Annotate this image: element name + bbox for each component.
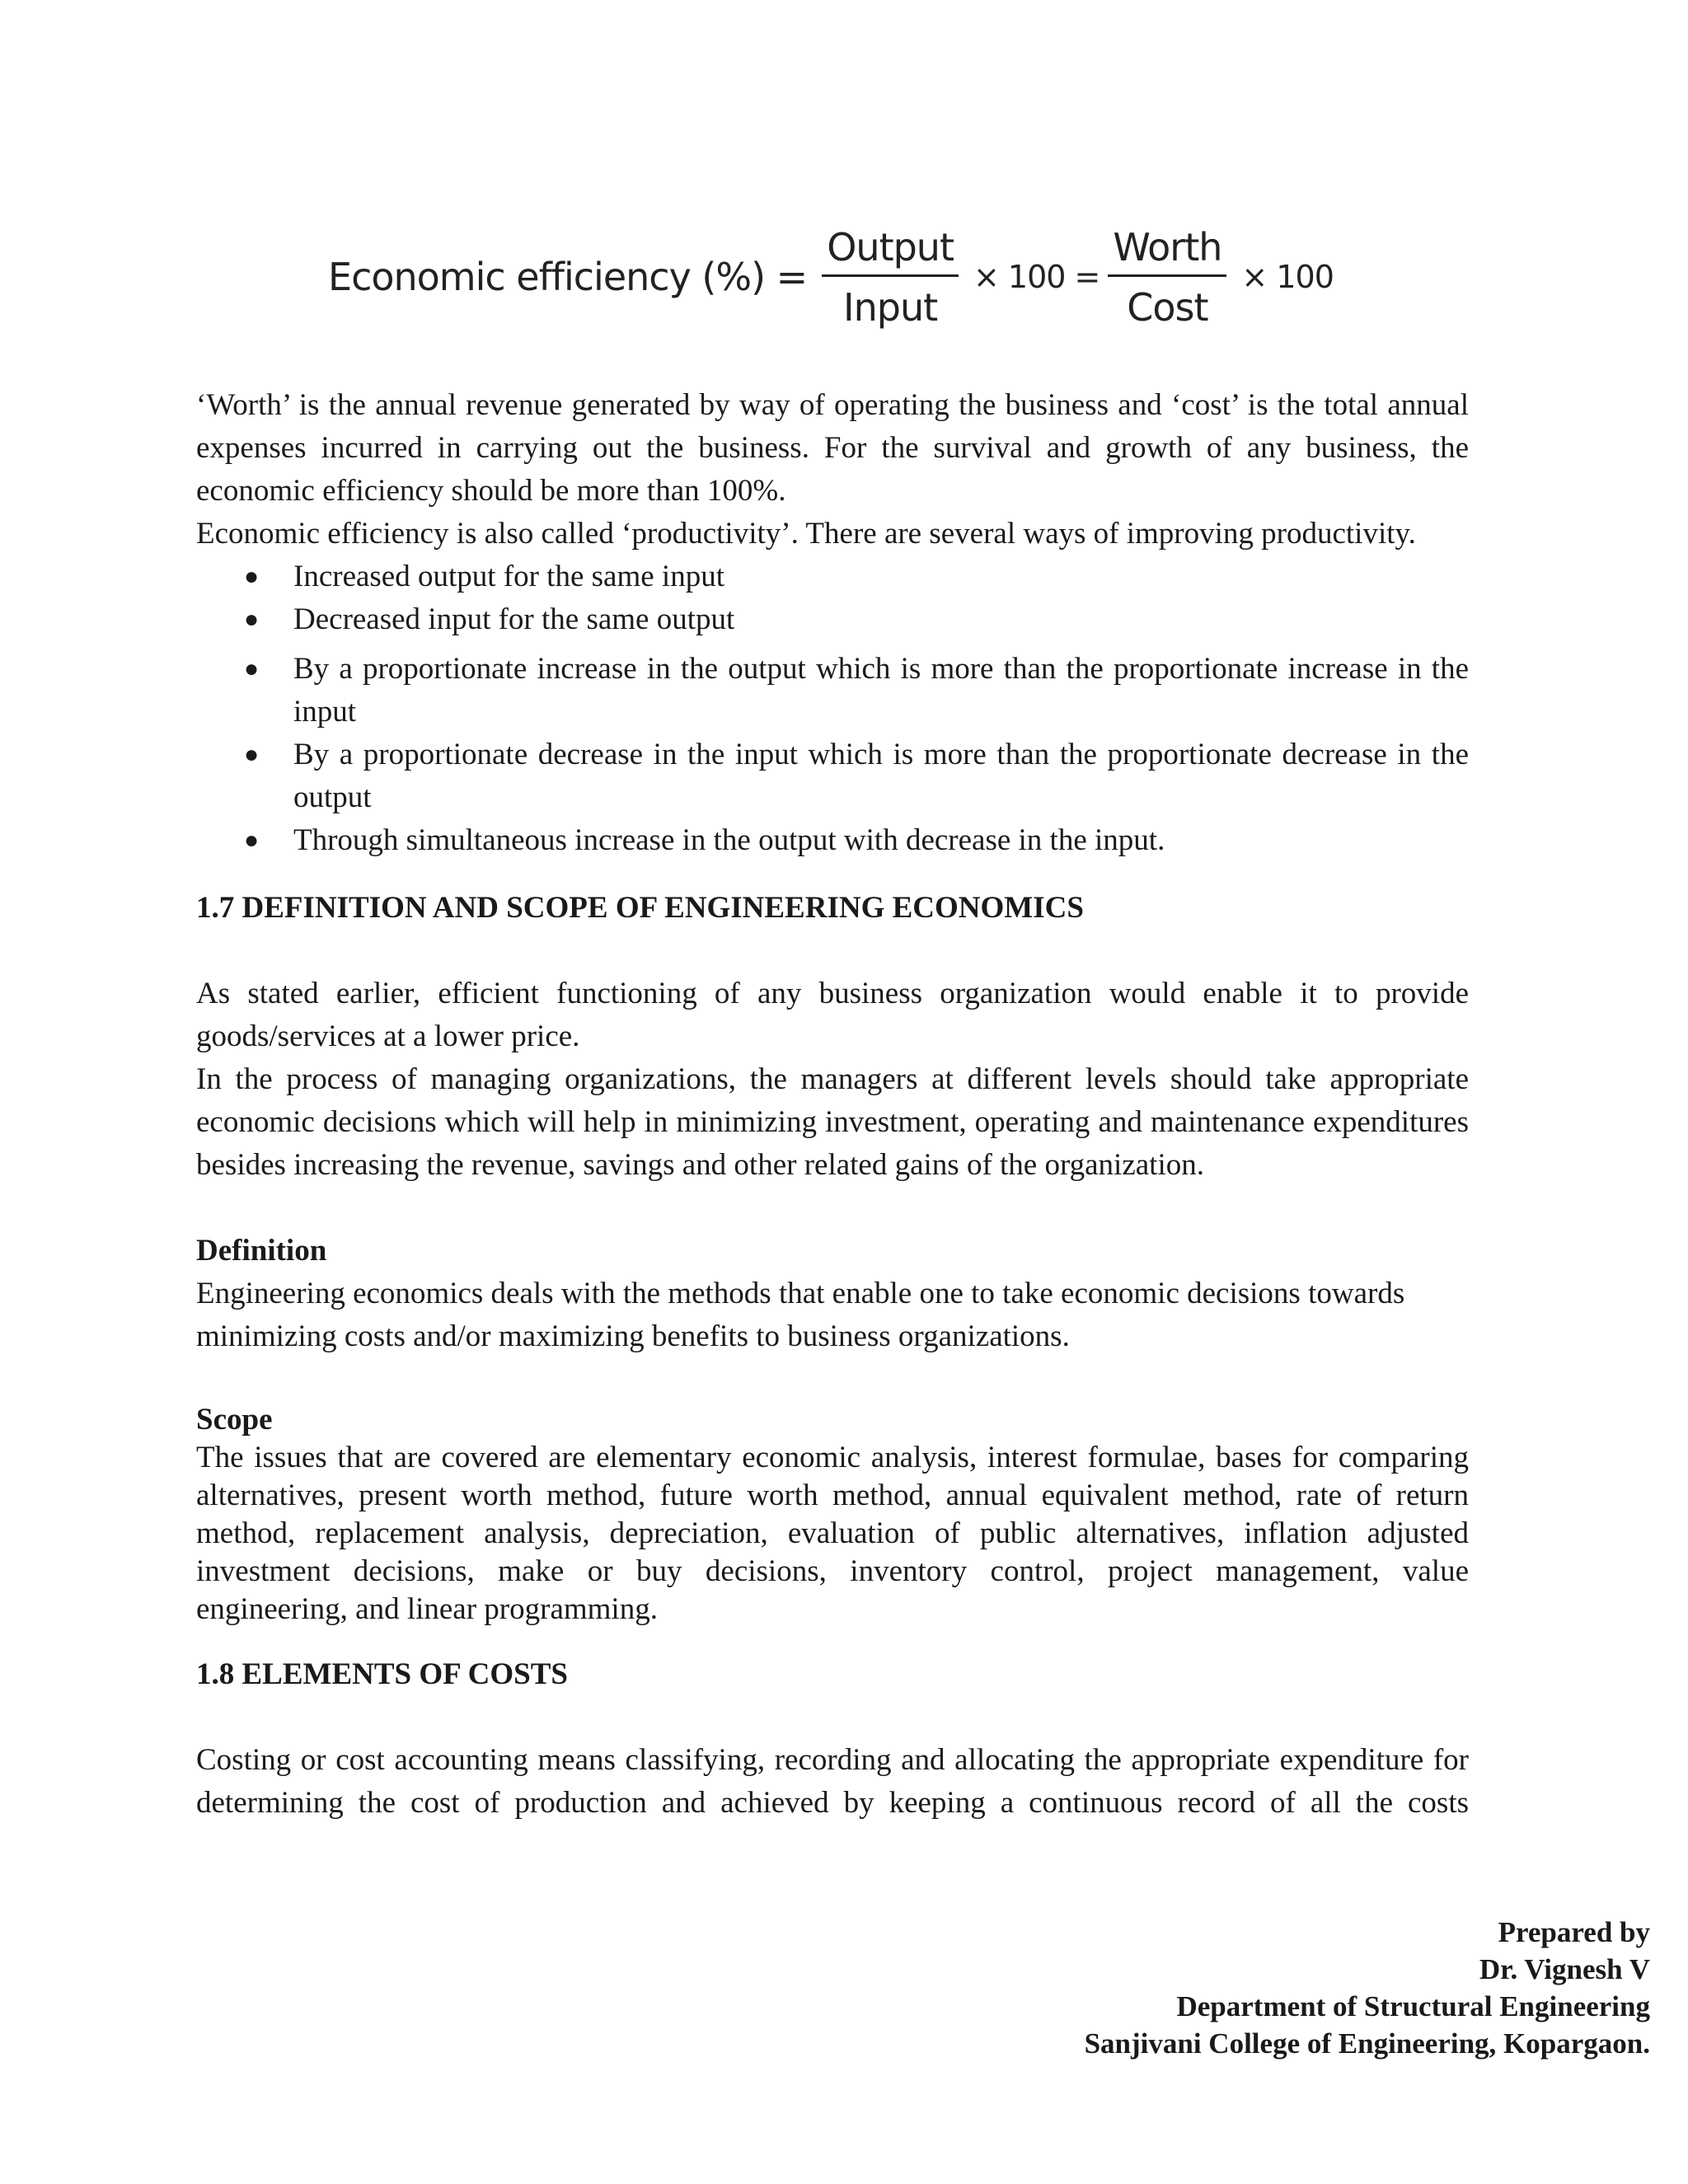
fraction-denominator: Cost bbox=[1127, 284, 1208, 330]
bullet-icon: ● bbox=[244, 606, 260, 633]
multiplier-100: × 100 bbox=[1241, 259, 1334, 295]
list-item-text: By a proportionate increase in the output which is more than the proportionate increase in the input bbox=[293, 652, 1469, 729]
bullet-icon: ● bbox=[244, 741, 260, 768]
definition-text: Engineering economics deals with the methods that enable one to take economic decisions towards minimizing costs and/or maximizing benefits to business organizations. bbox=[196, 1277, 1405, 1353]
bullet-icon: ● bbox=[244, 827, 260, 854]
list-item bbox=[196, 733, 1469, 819]
footer-department: Department of Structural Engineering bbox=[1176, 1990, 1650, 2022]
list-item bbox=[196, 555, 1469, 598]
fraction-denominator: Input bbox=[843, 284, 938, 330]
list-item bbox=[196, 598, 1469, 641]
main-content bbox=[196, 384, 1469, 1825]
fraction-worth-cost bbox=[1108, 225, 1226, 330]
productivity-bullet-list bbox=[196, 555, 1469, 862]
footer-college: Sanjivani College of Engineering, Kopargaon. bbox=[1084, 2027, 1650, 2060]
paragraph-managing-organizations: In the process of managing organizations, the managers at different levels should take appropriate economic decisions which will help in minimizing investment, operating and maintenance expenditures besides increasing the revenue, savings and other related gains of the organization. bbox=[196, 1062, 1469, 1182]
multiplier-100: × 100 = bbox=[973, 259, 1100, 295]
paragraph-worth-definition: ‘Worth’ is the annual revenue generated by way of operating the business and ‘cost’ is the total annual expenses incurred in carrying out the business. For the survival and growth of any business, the economic efficiency should be more than 100%. bbox=[196, 388, 1469, 508]
list-item-text: By a proportionate decrease in the input which is more than the proportionate decrease in the output bbox=[293, 738, 1469, 814]
footer-prepared-by: Prepared by bbox=[1498, 1916, 1650, 1948]
economic-efficiency-formula bbox=[328, 211, 1342, 343]
paragraph-productivity: Economic efficiency is also called ‘productivity’. There are several ways of improving productivity. bbox=[196, 517, 1416, 551]
list-item bbox=[196, 819, 1469, 862]
scope-title: Scope bbox=[196, 1403, 273, 1436]
bullet-icon: ● bbox=[244, 563, 260, 590]
section-heading-1-7: 1.7 DEFINITION AND SCOPE OF ENGINEERING ECONOMICS bbox=[196, 891, 1084, 925]
paragraph-efficient-functioning: As stated earlier, efficient functioning of any business organization would enable it to provide goods/services at a lower price. bbox=[196, 977, 1469, 1053]
definition-title: Definition bbox=[196, 1234, 327, 1268]
formula-lhs: Economic efficiency (%) = bbox=[328, 255, 808, 299]
footer-author-name: Dr. Vignesh V bbox=[1479, 1953, 1650, 1985]
author-footer bbox=[1085, 1914, 1650, 2062]
list-item-text: Through simultaneous increase in the output with decrease in the input. bbox=[293, 823, 1165, 857]
bullet-icon: ● bbox=[244, 655, 260, 682]
fraction-output-input bbox=[822, 225, 959, 330]
fraction-numerator: Output bbox=[822, 225, 959, 277]
fraction-numerator: Worth bbox=[1108, 225, 1226, 277]
section-heading-1-8: 1.8 ELEMENTS OF COSTS bbox=[196, 1657, 568, 1691]
list-item-text: Increased output for the same input bbox=[293, 560, 724, 593]
paragraph-costing: Costing or cost accounting means classifying, recording and allocating the appropriate expenditure for determining the cost of production and achieved by keeping a continuous record of all the costs bbox=[196, 1743, 1469, 1820]
list-item bbox=[196, 648, 1469, 733]
list-item-text: Decreased input for the same output bbox=[293, 602, 735, 636]
scope-text: The issues that are covered are elementary economic analysis, interest formulae, bases for comparing alternatives, present worth method, future worth method, annual equivalent method, rate of return method, replacement analysis, depreciation, evaluation of public alternatives, inflation adjusted investment decisions, make or buy decisions, inventory control, project management, value engineering, and linear programming. bbox=[196, 1441, 1469, 1626]
